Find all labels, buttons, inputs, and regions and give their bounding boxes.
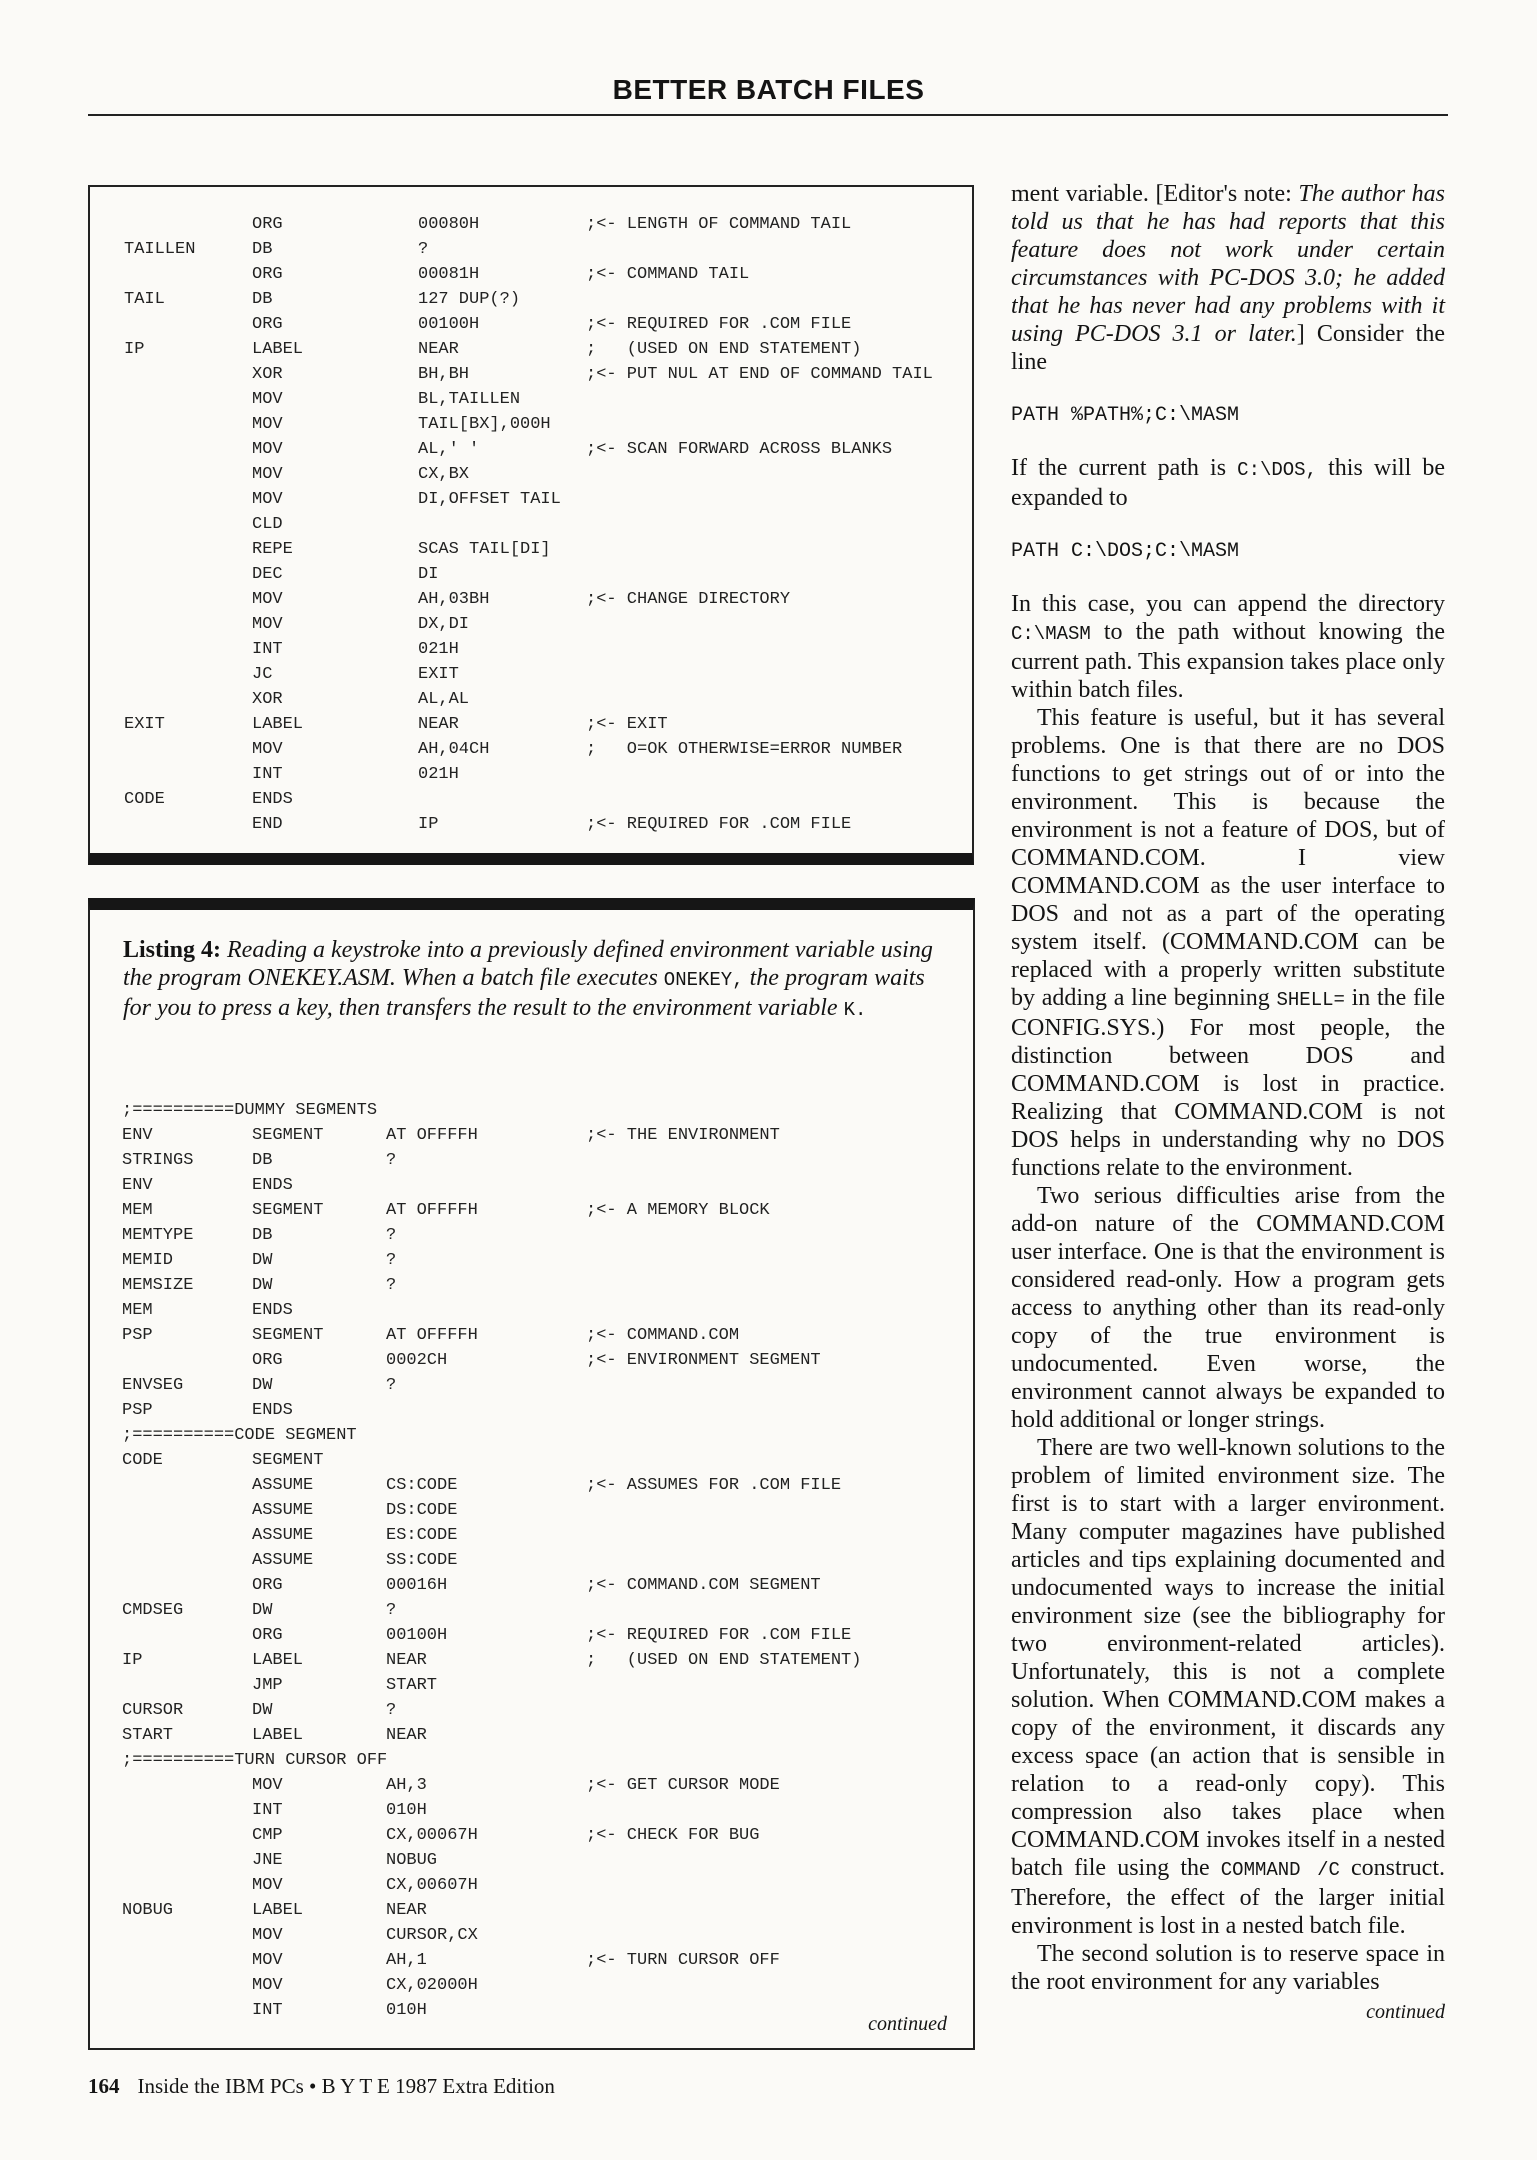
code-line: [90, 1373, 973, 1398]
code-line: [90, 362, 972, 387]
code-line: [90, 1323, 973, 1348]
code-op: LABEL: [252, 340, 304, 359]
code-label: NOBUG: [122, 1901, 174, 1920]
code-op: MOV: [252, 1976, 283, 1995]
para-1-editors-note: The author has told us that he has had reports that this feature does not work under certain circumstances with PC-DOS 3.0; he added that he has never had any problems with it using PC-DOS 3.1 or later.: [1011, 181, 1445, 347]
code-comment: ;<- COMMAND.COM SEGMENT: [586, 1576, 821, 1595]
code-operand: SCAS TAIL[DI]: [418, 540, 551, 559]
code-line: [90, 762, 972, 787]
code-line: [90, 637, 972, 662]
code-operand: DI: [418, 565, 439, 584]
code-line: [90, 1548, 973, 1573]
code-label: MEMSIZE: [122, 1276, 194, 1295]
code-line: [90, 1973, 973, 1998]
code-label: IP: [122, 1651, 143, 1670]
code-operand: DX,DI: [418, 615, 470, 634]
code-op: INT: [252, 640, 283, 659]
para-3-b: to the path without knowing the current path. This expansion takes place only within batch files.: [1011, 619, 1446, 703]
code-op: MOV: [252, 1876, 283, 1895]
code-operand: DI,OFFSET TAIL: [418, 490, 561, 509]
code-op: MOV: [252, 440, 283, 459]
code-line: [90, 687, 972, 712]
code-line: [90, 512, 972, 537]
code-label: TAILLEN: [124, 240, 196, 259]
code-comment: ;<- THE ENVIRONMENT: [586, 1126, 780, 1145]
code-example-1: PATH %PATH%;C:\MASM: [1011, 404, 1240, 427]
code-op: DW: [252, 1701, 273, 1720]
code-line: [90, 237, 972, 262]
footer-text: Inside the IBM PCs • B Y T E 1987 Extra Edition: [137, 2074, 555, 2098]
code-operand: BL,TAILLEN: [418, 390, 521, 409]
code-line: [90, 1298, 973, 1323]
para-4-b: in the file CONFIG.SYS.) For most people, the distinction between DOS and COMMAND.COM is lost in practice. Realizing that COMMAND.COM is not DOS helps in understanding why no DOS functions relate to the environment.: [1011, 985, 1446, 1181]
code-comment: ;<- COMMAND.COM: [586, 1326, 740, 1345]
code-comment: ;<- LENGTH OF COMMAND TAIL: [586, 215, 852, 234]
code-label: PSP: [122, 1326, 153, 1345]
code-line: [90, 712, 972, 737]
code-line: [90, 537, 972, 562]
code-line: [90, 1498, 973, 1523]
code-operand: AL,AL: [418, 690, 470, 709]
code-line: [90, 387, 972, 412]
page-number: 164: [88, 2074, 120, 2098]
code-label: ENVSEG: [122, 1376, 184, 1395]
code-label: ;==========DUMMY SEGMENTS: [122, 1101, 378, 1120]
code-op: MOV: [252, 390, 283, 409]
code-comment: ;<- SCAN FORWARD ACROSS BLANKS: [586, 440, 893, 459]
code-comment: ;<- REQUIRED FOR .COM FILE: [586, 1626, 852, 1645]
code-comment: ;<- CHECK FOR BUG: [586, 1826, 760, 1845]
page-header: BETTER BATCH FILES: [612, 74, 925, 105]
code-operand: START: [386, 1676, 438, 1695]
code-operand: NEAR: [418, 715, 459, 734]
code-op: MOV: [252, 590, 283, 609]
listing4-caption-onekey: ONEKEY,: [663, 969, 744, 991]
code-line: [90, 1673, 973, 1698]
code-op: ORG: [252, 215, 283, 234]
code-label: ;==========TURN CURSOR OFF: [122, 1751, 388, 1770]
code-line: [90, 1998, 973, 2023]
code-op: REPE: [252, 540, 293, 559]
code-line: [90, 1598, 973, 1623]
code-op: CMP: [252, 1826, 283, 1845]
code-line: [90, 587, 972, 612]
code-op: DB: [252, 240, 273, 259]
code-line: [90, 1898, 973, 1923]
code-op: END: [252, 815, 283, 834]
code-line: [90, 337, 972, 362]
code-op: JC: [252, 665, 273, 684]
code-line: [90, 737, 972, 762]
code-op: XOR: [252, 365, 283, 384]
code-label: ENV: [122, 1176, 153, 1195]
code-label: CODE: [122, 1451, 163, 1470]
code-operand: AT OFFFFH: [386, 1126, 478, 1145]
code-line: [90, 1698, 973, 1723]
code-label: STRINGS: [122, 1151, 194, 1170]
listing4-label: Listing 4:: [123, 937, 222, 963]
code-comment: ;<- REQUIRED FOR .COM FILE: [586, 815, 852, 834]
code-line: [90, 1773, 973, 1798]
code-line: [90, 612, 972, 637]
code-comment: ; (USED ON END STATEMENT): [586, 1651, 862, 1670]
code-line: [90, 1623, 973, 1648]
code-label: START: [122, 1726, 174, 1745]
code-line: [90, 812, 972, 837]
code-operand: ES:CODE: [386, 1526, 458, 1545]
para-2-path: C:\DOS,: [1237, 459, 1317, 481]
para-3-dir: C:\MASM: [1011, 623, 1091, 645]
code-line: [90, 1473, 973, 1498]
code-operand: AH,3: [386, 1776, 427, 1795]
code-line: [90, 1948, 973, 1973]
code-operand: ?: [386, 1376, 397, 1395]
code-operand: 021H: [418, 640, 459, 659]
code-operand: TAIL[BX],000H: [418, 415, 551, 434]
code-line: [90, 1523, 973, 1548]
code-op: MOV: [252, 465, 283, 484]
code-comment: ;<- ASSUMES FOR .COM FILE: [586, 1476, 842, 1495]
code-op: ORG: [252, 1626, 283, 1645]
listing4-caption-k: K.: [843, 999, 867, 1021]
code-op: DEC: [252, 565, 283, 584]
code-operand: AH,03BH: [418, 590, 490, 609]
code-op: MOV: [252, 615, 283, 634]
code-label: PSP: [122, 1401, 153, 1420]
para-1: [1011, 180, 1445, 376]
code-op: MOV: [252, 1776, 283, 1795]
para-6-command: COMMAND /C: [1220, 1859, 1340, 1881]
para-5: Two serious difficulties arise from the add-on nature of the COMMAND.COM user interface. One is that the environment is considered read-only. How a program gets access to anything other than its read-only copy of the true environment is undocumented. Even worse, the environment cannot always be expanded to hold additional or longer strings.: [1011, 1183, 1445, 1433]
code-comment: ;<- GET CURSOR MODE: [586, 1776, 780, 1795]
code-operand: 00100H: [386, 1626, 448, 1645]
code-line: [90, 212, 972, 237]
code-op: ENDS: [252, 1401, 293, 1420]
code-line: [90, 287, 972, 312]
code-line: [90, 412, 972, 437]
code-op: CLD: [252, 515, 283, 534]
code-operand: ?: [386, 1276, 397, 1295]
code-line: [90, 1723, 973, 1748]
code-label: ENV: [122, 1126, 153, 1145]
para-4-a: This feature is useful, but it has several problems. One is that there are no DOS functions to get strings out of or into the environment. This is because the environment is not a feature of DOS, but of COMMAND.COM. I view COMMAND.COM as the user interface to DOS and not as a part of the operating system itself. (COMMAND.COM can be replaced with a properly written substitute by adding a line beginning: [1011, 705, 1445, 1011]
code-op: MOV: [252, 1951, 283, 1970]
para-4: [1011, 704, 1445, 1182]
code-operand: NOBUG: [386, 1851, 438, 1870]
code-comment: ;<- PUT NUL AT END OF COMMAND TAIL: [586, 365, 933, 384]
code-line: [90, 1348, 973, 1373]
code-line: [90, 312, 972, 337]
listing4-code: [90, 1098, 973, 2023]
code-op: DW: [252, 1276, 273, 1295]
code-operand: AH,04CH: [418, 740, 490, 759]
listing-top-box: [88, 185, 974, 865]
code-op: INT: [252, 1801, 283, 1820]
code-line: [90, 1273, 973, 1298]
code-line: [90, 437, 972, 462]
code-op: ASSUME: [252, 1551, 314, 1570]
code-operand: 010H: [386, 1801, 427, 1820]
code-comment: ;<- REQUIRED FOR .COM FILE: [586, 315, 852, 334]
code-op: MOV: [252, 415, 283, 434]
code-line: [90, 1448, 973, 1473]
code-comment: ; (USED ON END STATEMENT): [586, 340, 862, 359]
code-operand: NEAR: [386, 1651, 427, 1670]
para-6: [1011, 1434, 1445, 1940]
para-6-a: There are two well-known solutions to the problem of limited environment size. The first is to start with a larger environment. Many computer magazines have published articles and tips explaining documented and undocumented ways to increase the initial environment size (see the bibliography for two environment-related articles). Unfortunately, this is not a complete solution. When COMMAND.COM makes a copy of the environment, it discards any excess space (an action that is sensible in relation to a read-only copy). This compression also takes place when COMMAND.COM invokes itself in a nested batch file using the: [1011, 1435, 1445, 1881]
listing4-caption-c: the program waits for you to press a key, then transfers the result to the environment variable: [123, 965, 925, 1021]
code-line: [90, 262, 972, 287]
code-operand: AT OFFFFH: [386, 1201, 478, 1220]
code-op: MOV: [252, 740, 283, 759]
code-label: ;==========CODE SEGMENT: [122, 1426, 357, 1445]
para-1-a: ment variable. [Editor's note:: [1011, 181, 1292, 207]
para-3: [1011, 590, 1445, 704]
code-comment: ;<- COMMAND TAIL: [586, 265, 750, 284]
code-comment: ;<- ENVIRONMENT SEGMENT: [586, 1351, 821, 1370]
code-operand: CX,BX: [418, 465, 470, 484]
code-label: CURSOR: [122, 1701, 184, 1720]
code-op: ASSUME: [252, 1476, 314, 1495]
code-line: [90, 1198, 973, 1223]
code-operand: NEAR: [386, 1901, 427, 1920]
code-op: SEGMENT: [252, 1201, 324, 1220]
code-line: [90, 1398, 973, 1423]
code-operand: ?: [386, 1226, 397, 1245]
code-label: MEMID: [122, 1251, 174, 1270]
code-operand: CX,00607H: [386, 1876, 478, 1895]
code-line: [90, 1573, 973, 1598]
code-label: TAIL: [124, 290, 165, 309]
code-line: [90, 1848, 973, 1873]
code-line: [90, 787, 972, 812]
code-example-2: PATH C:\DOS;C:\MASM: [1011, 540, 1240, 563]
code-op: DW: [252, 1251, 273, 1270]
code-line: [90, 1248, 973, 1273]
code-label: IP: [124, 340, 145, 359]
code-line: [90, 1173, 973, 1198]
code-line: [90, 1223, 973, 1248]
code-op: DW: [252, 1376, 273, 1395]
code-comment: ;<- A MEMORY BLOCK: [586, 1201, 770, 1220]
header-rule: [88, 114, 1448, 116]
code-op: ORG: [252, 1351, 283, 1370]
code-label: MEM: [122, 1201, 153, 1220]
code-operand: CX,02000H: [386, 1976, 478, 1995]
code-op: SEGMENT: [252, 1126, 324, 1145]
code-line: [90, 1098, 973, 1123]
code-op: LABEL: [252, 1726, 304, 1745]
code-operand: ?: [418, 240, 429, 259]
code-op: DB: [252, 1151, 273, 1170]
code-line: [90, 462, 972, 487]
code-operand: CX,00067H: [386, 1826, 478, 1845]
code-op: INT: [252, 765, 283, 784]
code-op: INT: [252, 2001, 283, 2020]
listing4-continued: continued: [868, 2013, 947, 2035]
code-label: MEM: [122, 1301, 153, 1320]
listing4-caption: [123, 936, 943, 1024]
code-line: [90, 1923, 973, 1948]
code-operand: BH,BH: [418, 365, 470, 384]
code-operand: CURSOR,CX: [386, 1926, 478, 1945]
code-operand: 0002CH: [386, 1351, 448, 1370]
code-line: [90, 1823, 973, 1848]
code-operand: NEAR: [418, 340, 459, 359]
code-op: ENDS: [252, 1176, 293, 1195]
code-op: MOV: [252, 1926, 283, 1945]
code-label: EXIT: [124, 715, 165, 734]
code-operand: 00081H: [418, 265, 480, 284]
code-op: LABEL: [252, 1651, 304, 1670]
code-operand: DS:CODE: [386, 1501, 458, 1520]
code-op: JNE: [252, 1851, 283, 1870]
code-line: [90, 1648, 973, 1673]
code-operand: 010H: [386, 2001, 427, 2020]
code-op: SEGMENT: [252, 1326, 324, 1345]
code-operand: SS:CODE: [386, 1551, 458, 1570]
listing4-caption-a: Reading a keystroke into a previously defined environment variable using the program ONEKEY.ASM. When a batch file executes: [123, 937, 933, 991]
code-comment: ;<- CHANGE DIRECTORY: [586, 590, 791, 609]
code-op: ORG: [252, 265, 283, 284]
code-op: ORG: [252, 1576, 283, 1595]
code-op: JMP: [252, 1676, 283, 1695]
code-op: SEGMENT: [252, 1451, 324, 1470]
code-comment: ;<- TURN CURSOR OFF: [586, 1951, 780, 1970]
code-line: [90, 1148, 973, 1173]
code-op: ASSUME: [252, 1526, 314, 1545]
code-operand: 021H: [418, 765, 459, 784]
code-operand: ?: [386, 1601, 397, 1620]
code-operand: 00100H: [418, 315, 480, 334]
code-op: XOR: [252, 690, 283, 709]
para-7: The second solution is to reserve space in the root environment for any variables: [1011, 1941, 1445, 1995]
listing-top-code: [90, 212, 972, 837]
code-operand: ?: [386, 1151, 397, 1170]
code-line: [90, 1123, 973, 1148]
code-operand: NEAR: [386, 1726, 427, 1745]
code-operand: AT OFFFFH: [386, 1326, 478, 1345]
code-operand: CS:CODE: [386, 1476, 458, 1495]
column-continued: continued: [1366, 2001, 1445, 2023]
code-op: ENDS: [252, 1301, 293, 1320]
para-4-shell: SHELL=: [1276, 989, 1345, 1011]
para-2: [1011, 454, 1445, 512]
code-operand: EXIT: [418, 665, 459, 684]
code-label: MEMTYPE: [122, 1226, 194, 1245]
code-operand: AL,' ': [418, 440, 480, 459]
code-operand: ?: [386, 1251, 397, 1270]
para-6-b: construct. Therefore, the effect of the larger initial environment is lost in a nested batch file.: [1011, 1855, 1446, 1939]
code-label: CMDSEG: [122, 1601, 184, 1620]
code-operand: ?: [386, 1701, 397, 1720]
code-label: CODE: [124, 790, 165, 809]
code-operand: IP: [418, 815, 439, 834]
para-2-a: If the current path is: [1011, 455, 1227, 481]
para-2-b: this will be expanded to: [1011, 455, 1446, 511]
code-line: [90, 1748, 973, 1773]
code-line: [90, 662, 972, 687]
code-operand: 00016H: [386, 1576, 448, 1595]
page-footer: [88, 2074, 555, 2099]
code-op: DW: [252, 1601, 273, 1620]
code-op: LABEL: [252, 715, 304, 734]
code-operand: 127 DUP(?): [418, 290, 521, 309]
code-line: [90, 487, 972, 512]
code-comment: ;<- EXIT: [586, 715, 668, 734]
listing4-box: [88, 898, 975, 2050]
code-op: MOV: [252, 490, 283, 509]
code-operand: 00080H: [418, 215, 480, 234]
code-op: ORG: [252, 315, 283, 334]
para-3-a: In this case, you can append the directory: [1011, 591, 1445, 617]
para-1-c: ] Consider the line: [1011, 321, 1445, 375]
article-column: [1011, 180, 1445, 2026]
code-op: DB: [252, 1226, 273, 1245]
code-op: DB: [252, 290, 273, 309]
code-op: ASSUME: [252, 1501, 314, 1520]
code-operand: AH,1: [386, 1951, 427, 1970]
code-line: [90, 1423, 973, 1448]
code-comment: ; O=OK OTHERWISE=ERROR NUMBER: [586, 740, 903, 759]
code-line: [90, 1798, 973, 1823]
code-line: [90, 562, 972, 587]
code-op: LABEL: [252, 1901, 304, 1920]
code-op: ENDS: [252, 790, 293, 809]
code-line: [90, 1873, 973, 1898]
